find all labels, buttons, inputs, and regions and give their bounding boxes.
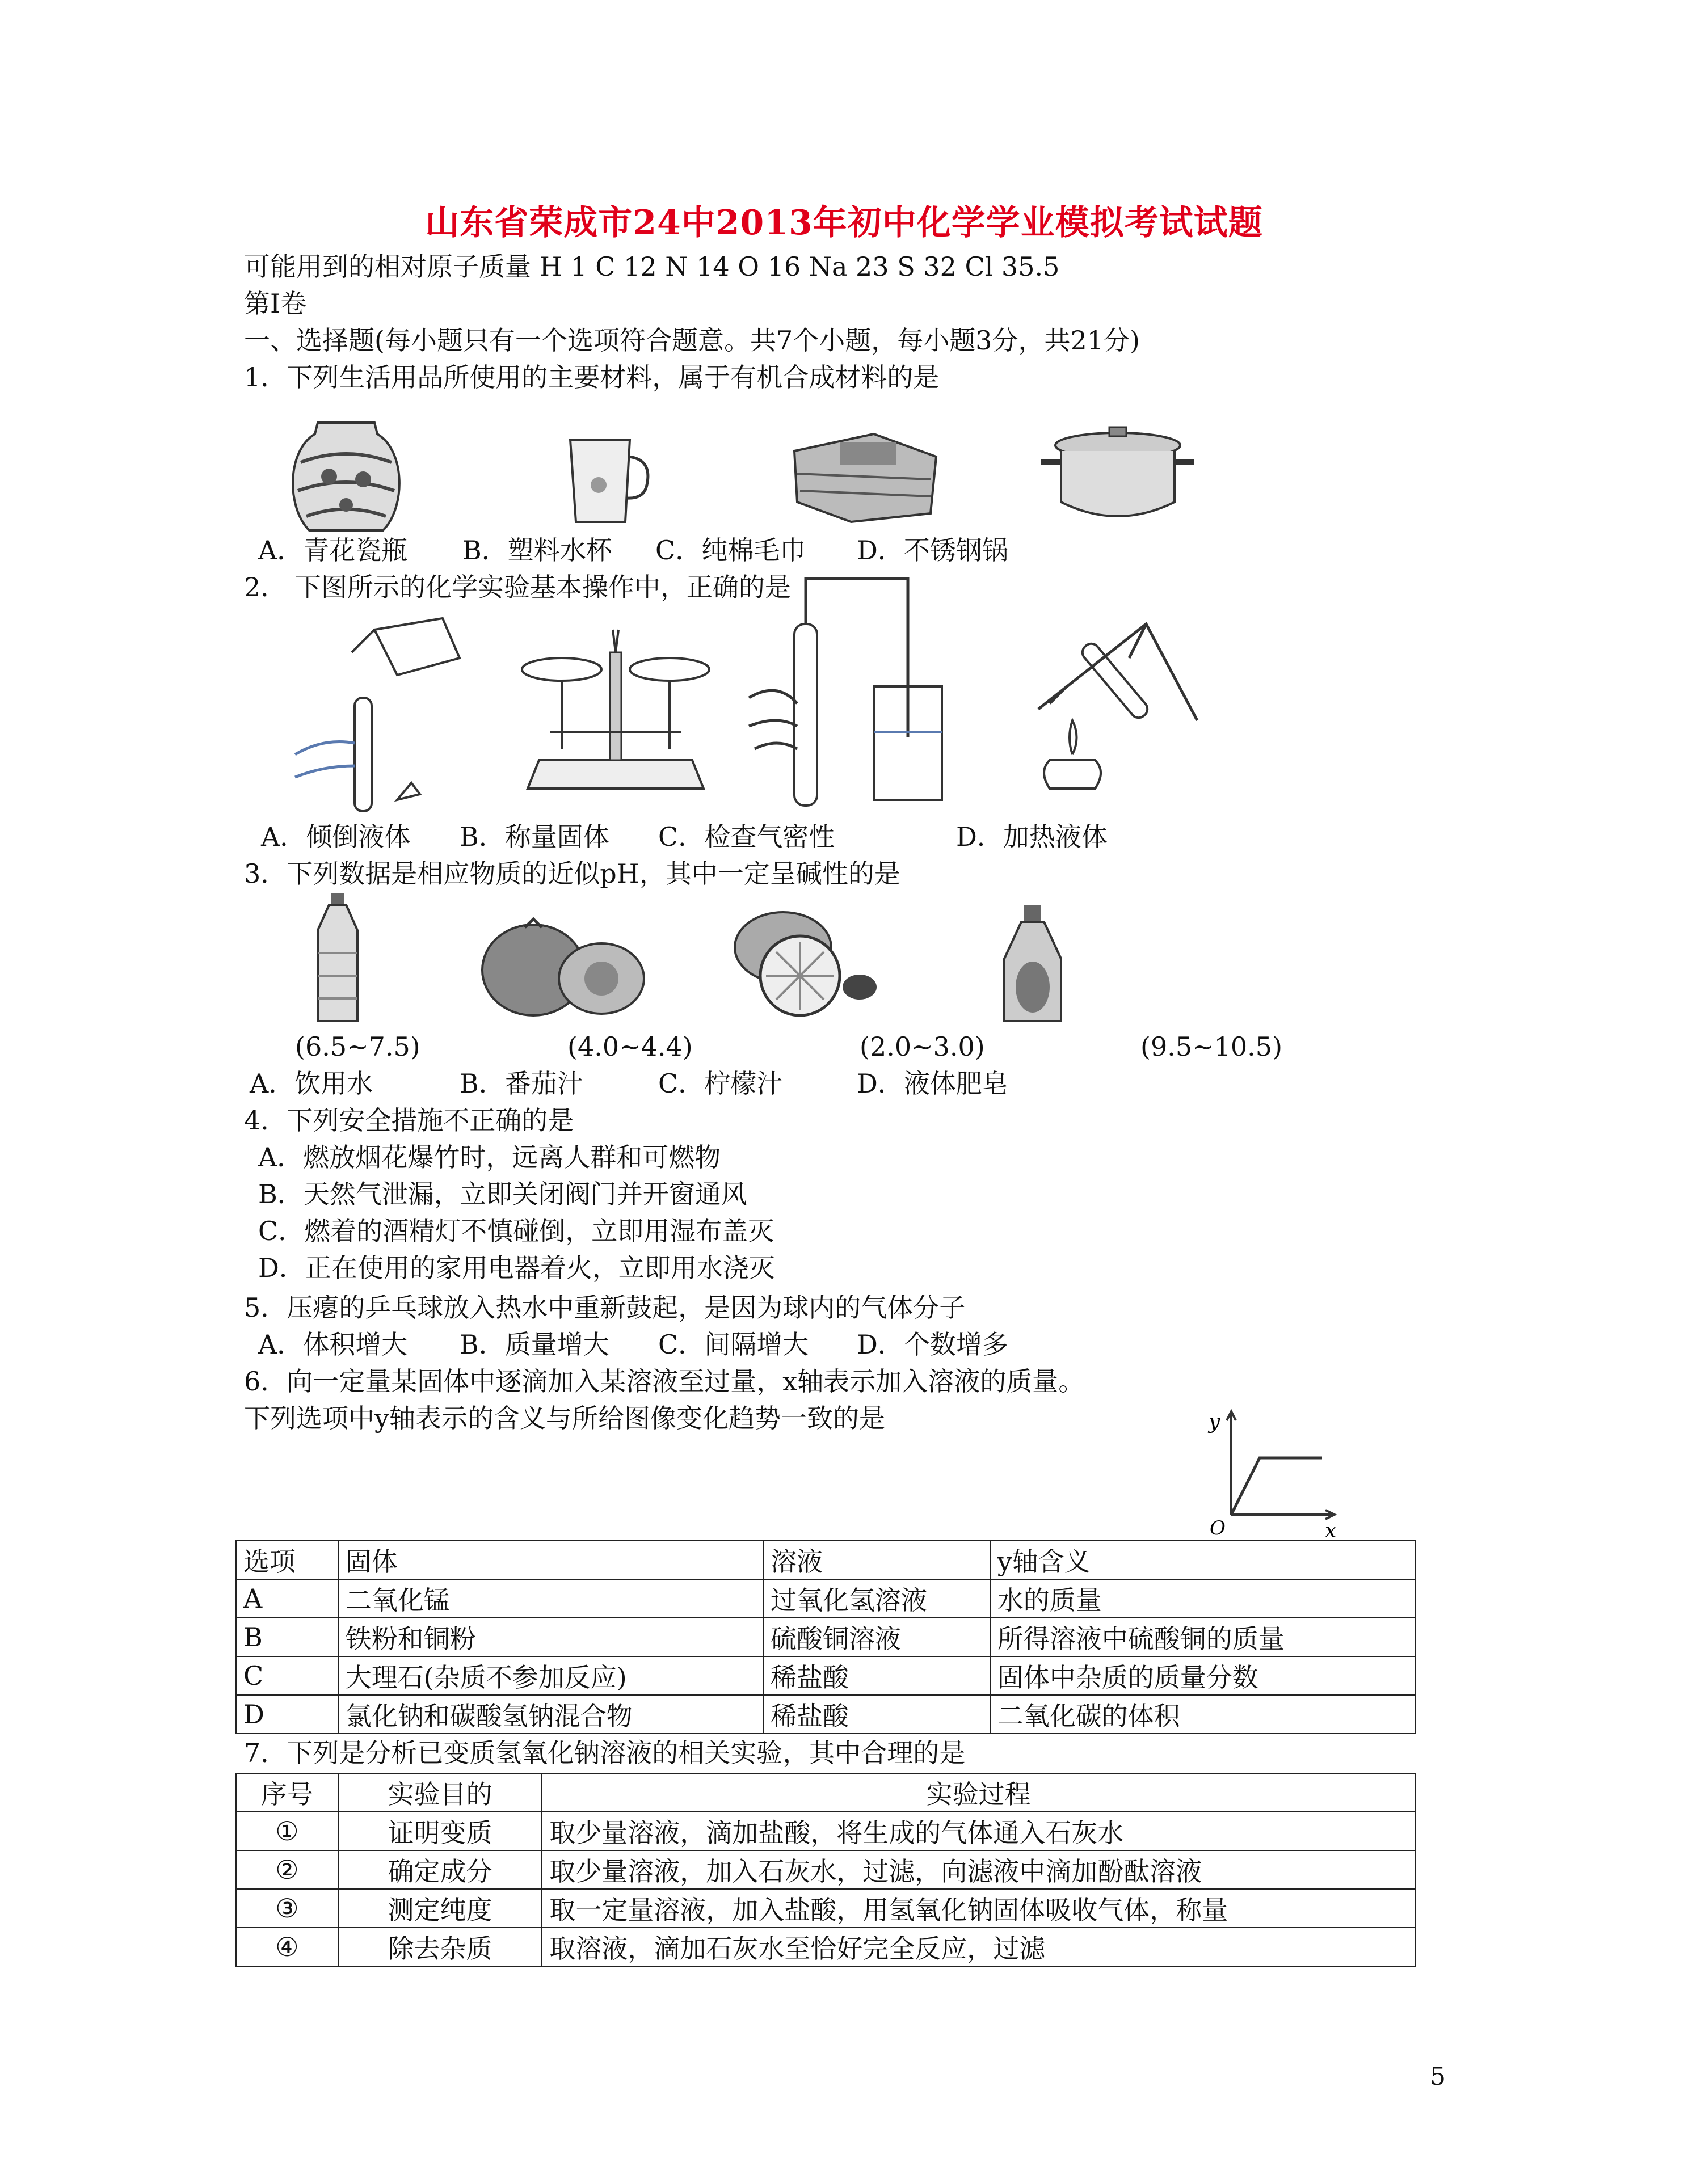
table-cell: 取少量溶液，加入石灰水，过滤，向滤液中滴加酚酞溶液 xyxy=(542,1850,1415,1889)
lemon-image xyxy=(732,908,879,1021)
table-cell: 稀盐酸 xyxy=(763,1695,990,1734)
q7-table xyxy=(235,1773,1416,1967)
q3-ph-a: (6.5~7.5) xyxy=(295,1031,420,1062)
table-cell: 溶液 xyxy=(763,1541,990,1579)
table-cell: y轴含义 xyxy=(990,1541,1415,1579)
q2-option-b: B．称量固体 xyxy=(460,821,609,852)
q1-option-a: A．青花瓷瓶 xyxy=(258,535,408,566)
q5-option-d: D．个数增多 xyxy=(857,1329,1008,1360)
table-cell: 稀盐酸 xyxy=(763,1656,990,1695)
table-cell: 实验过程 xyxy=(542,1773,1415,1812)
table-cell: 水的质量 xyxy=(990,1579,1415,1618)
table-cell: B xyxy=(236,1618,338,1656)
q1-option-b: B．塑料水杯 xyxy=(462,535,612,566)
table-cell: 二氧化锰 xyxy=(338,1579,763,1618)
table-cell: ④ xyxy=(236,1928,338,1966)
table-row xyxy=(236,1618,1415,1656)
table-cell: 固体 xyxy=(338,1541,763,1579)
steel-pot-image xyxy=(1038,423,1197,530)
q5-option-b: B．质量增大 xyxy=(460,1329,609,1360)
table-cell: 序号 xyxy=(236,1773,338,1812)
q6-graph xyxy=(1197,1401,1345,1543)
table-cell: 实验目的 xyxy=(338,1773,542,1812)
table-row xyxy=(236,1656,1415,1695)
plastic-cup-image xyxy=(562,431,658,528)
q3-option-a: A．饮用水 xyxy=(250,1068,373,1099)
q7-table-header xyxy=(236,1773,1415,1812)
table-cell: 大理石(杂质不参加反应) xyxy=(338,1656,763,1695)
q5-stem: 5．压瘪的乒乓球放入热水中重新鼓起，是因为球内的气体分子 xyxy=(244,1292,966,1323)
q5-option-c: C．间隔增大 xyxy=(658,1329,809,1360)
table-cell: 固体中杂质的质量分数 xyxy=(990,1656,1415,1695)
cotton-towel-image xyxy=(789,428,942,525)
volume-label: 第Ⅰ卷 xyxy=(244,288,307,319)
table-cell: ③ xyxy=(236,1889,338,1928)
table-cell: 氯化钠和碳酸氢钠混合物 xyxy=(338,1695,763,1734)
table-row xyxy=(236,1889,1415,1928)
q6-table xyxy=(235,1540,1416,1734)
table-row xyxy=(236,1812,1415,1850)
q7-stem: 7．下列是分析已变质氢氧化钠溶液的相关实验，其中合理的是 xyxy=(244,1738,966,1768)
table-cell: 取溶液，滴加石灰水至恰好完全反应，过滤 xyxy=(542,1928,1415,1966)
q4-stem: 4．下列安全措施不正确的是 xyxy=(244,1105,574,1136)
q6-graph-y-label: y xyxy=(1209,1410,1220,1433)
pouring-liquid-image xyxy=(289,613,477,817)
q3-ph-b: (4.0~4.4) xyxy=(567,1031,693,1062)
q2-option-c: C．检查气密性 xyxy=(658,821,835,852)
q1-stem: 1．下列生活用品所使用的主要材料，属于有机合成材料的是 xyxy=(244,362,940,393)
q4-option-b: B．天然气泄漏，立即关闭阀门并开窗通风 xyxy=(258,1179,747,1209)
tomato-image xyxy=(479,916,650,1018)
airtightness-check-image xyxy=(743,567,948,817)
table-cell: ② xyxy=(236,1850,338,1889)
q1-option-c: C．纯棉毛巾 xyxy=(655,535,806,566)
table-cell: 所得溶液中硫酸铜的质量 xyxy=(990,1618,1415,1656)
table-cell: 铁粉和铜粉 xyxy=(338,1618,763,1656)
table-cell: 选项 xyxy=(236,1541,338,1579)
q5-option-a: A．体积增大 xyxy=(258,1329,408,1360)
table-cell: C xyxy=(236,1656,338,1695)
q2-option-d: D．加热液体 xyxy=(956,821,1108,852)
q3-ph-d: (9.5~10.5) xyxy=(1140,1031,1283,1062)
table-cell: 证明变质 xyxy=(338,1812,542,1850)
atomic-mass-line: 可能用到的相对原子质量 H 1 C 12 N 14 O 16 Na 23 S 32 Cl 35.5 xyxy=(244,251,1060,282)
q4-option-c: C．燃着的酒精灯不慎碰倒，立即用湿布盖灭 xyxy=(258,1216,774,1246)
q6-stem-line2: 下列选项中y轴表示的含义与所给图像变化趋势一致的是 xyxy=(244,1403,885,1433)
q3-ph-c: (2.0~3.0) xyxy=(860,1031,985,1062)
page-number: 5 xyxy=(1430,2062,1446,2091)
q1-option-d: D．不锈钢锅 xyxy=(857,535,1008,566)
table-cell: 硫酸铜溶液 xyxy=(763,1618,990,1656)
section-heading: 一、选择题(每小题只有一个选项符合题意。共7个小题，每小题3分，共21分) xyxy=(244,325,1140,356)
table-cell: 除去杂质 xyxy=(338,1928,542,1966)
table-cell: 取一定量溶液，加入盐酸，用氢氧化钠固体吸收气体，称量 xyxy=(542,1889,1415,1928)
q3-option-c: C．柠檬汁 xyxy=(658,1068,783,1099)
q6-table-header xyxy=(236,1541,1415,1579)
porcelain-vase-image xyxy=(284,417,409,536)
balance-scale-image xyxy=(516,618,715,806)
table-row xyxy=(236,1928,1415,1966)
table-cell: 二氧化碳的体积 xyxy=(990,1695,1415,1734)
table-row xyxy=(236,1850,1415,1889)
q2-option-a: A．倾倒液体 xyxy=(261,821,411,852)
water-bottle-image xyxy=(309,891,366,1027)
q3-stem: 3．下列数据是相应物质的近似pH，其中一定呈碱性的是 xyxy=(244,858,900,889)
table-cell: A xyxy=(236,1579,338,1618)
page-title: 山东省荣成市24中2013年初中化学学业模拟考试试题 xyxy=(425,203,1263,243)
q4-option-d: D．正在使用的家用电器着火，立即用水浇灭 xyxy=(258,1253,775,1283)
table-cell: 取少量溶液，滴加盐酸，将生成的气体通入石灰水 xyxy=(542,1812,1415,1850)
table-row xyxy=(236,1695,1415,1734)
q3-option-d: D．液体肥皂 xyxy=(857,1068,1008,1099)
table-cell: ① xyxy=(236,1812,338,1850)
table-cell: D xyxy=(236,1695,338,1734)
table-row xyxy=(236,1579,1415,1618)
table-cell: 过氧化氢溶液 xyxy=(763,1579,990,1618)
heating-liquid-image xyxy=(1016,613,1209,800)
q6-stem-line1: 6．向一定量某固体中逐滴加入某溶液至过量，x轴表示加入溶液的质量。 xyxy=(244,1366,1085,1397)
table-cell: 测定纯度 xyxy=(338,1889,542,1928)
q6-graph-x-label: x xyxy=(1325,1519,1337,1542)
q2-stem: 2． 下图所示的化学实验基本操作中，正确的是 xyxy=(244,572,791,602)
liquid-soap-image xyxy=(999,902,1067,1027)
q6-graph-origin: O xyxy=(1210,1517,1226,1540)
table-cell: 确定成分 xyxy=(338,1850,542,1889)
q3-option-b: B．番茄汁 xyxy=(460,1068,583,1099)
q4-option-a: A．燃放烟花爆竹时，远离人群和可燃物 xyxy=(258,1142,721,1173)
